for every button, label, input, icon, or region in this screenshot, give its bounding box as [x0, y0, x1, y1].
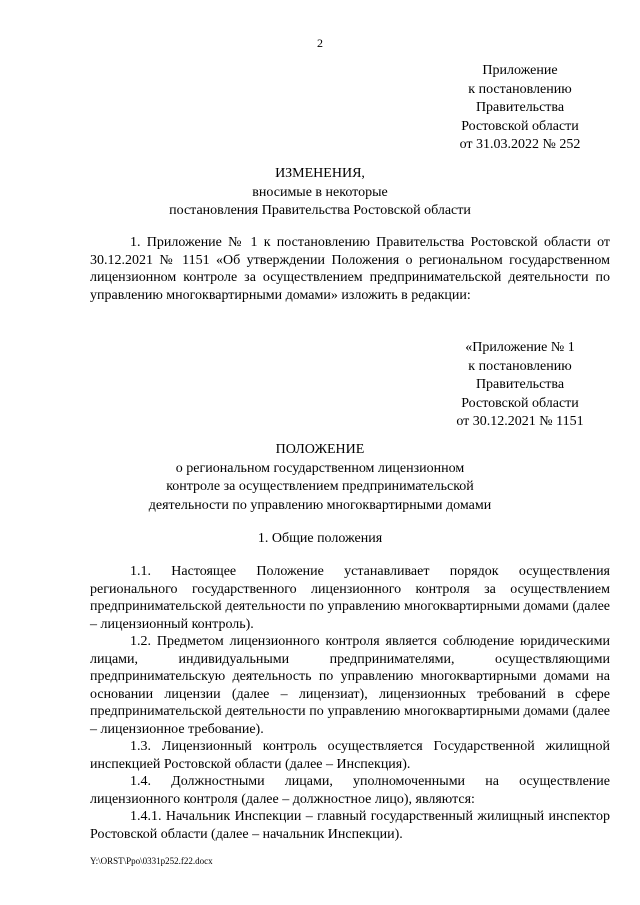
clause-1-4: 1.4. Должностными лицами, уполномоченными на осуществление лицензионного контроля (далее – должностное лицо), являются: [90, 774, 610, 807]
heading-line: о региональном государственном лицензионном [175, 460, 465, 476]
clause-1-3: 1.3. Лицензионный контроль осуществляется Государственной жилищной инспекцией Ростовской области (далее – Инспекция). [90, 739, 610, 772]
appendix-line: Правительства [475, 377, 565, 392]
section-title [0, 530, 640, 549]
appendix-line: Ростовской области [461, 395, 579, 411]
appendix-block-inner [455, 339, 585, 432]
page-number: 2 [317, 36, 323, 50]
appendix-line: «Приложение № 1 [465, 340, 575, 355]
clause-1-1: 1.1. Настоящее Положение устанавливает порядок осуществления регионального государственного лицензионного контроля за осуществлением предпринимательской деятельности по управлению многоквартирными домами (далее – лицензионный контроль). [90, 564, 610, 632]
appendix-line: Приложение [482, 63, 558, 78]
appendix-line: Ростовской области [461, 118, 579, 134]
changes-heading [0, 165, 640, 221]
heading-line: деятельности по управлению многоквартирными домами [148, 497, 492, 513]
heading-line: вносимые в некоторые [252, 184, 388, 200]
regulation-heading [0, 441, 640, 515]
appendix-line: от 30.12.2021 № 1151 [456, 414, 584, 429]
appendix-line: к постановлению [468, 81, 572, 97]
clause-1-2: 1.2. Предметом лицензионного контроля является соблюдение юридическими лицами, индивидуальными предпринимателями, осуществляющими предпринимательскую деятельность по управлению многоквартирными домами на основании лицензии (далее – лицензиат), лицензионных требований в сфере предпринимательской деятельности по управлению многоквартирными домами (далее – лицензионное требование). [90, 634, 610, 737]
appendix-line: к постановлению [468, 358, 572, 374]
heading-line: постановления Правительства Ростовской области [169, 203, 471, 218]
heading-title: ИЗМЕНЕНИЯ, [275, 166, 365, 181]
heading-line: контроле за осуществлением предпринимательской [166, 479, 474, 494]
appendix-line: Правительства [475, 100, 565, 115]
clause-1-4-1: 1.4.1. Начальник Инспекции – главный государственный жилищный инспектор Ростовской области (далее – начальник Инспекции). [90, 809, 610, 842]
appendix-block-top [455, 62, 585, 155]
footer-file-path: Y:\ORST\Ppo\0331p252.f22.docx [90, 856, 213, 866]
section-1-title: 1. Общие положения [257, 531, 383, 546]
appendix-line: от 31.03.2022 № 252 [459, 137, 581, 152]
heading-title: ПОЛОЖЕНИЕ [275, 442, 365, 457]
paragraph-1: 1. Приложение № 1 к постановлению Правительства Ростовской области от 30.12.2021 № 1151 «Об утверждении Положения о региональном государственном лицензионном контроле за осуществлением предпринимательской деятельности по управлению многоквартирными домами» изложить в редакции: [90, 235, 610, 303]
